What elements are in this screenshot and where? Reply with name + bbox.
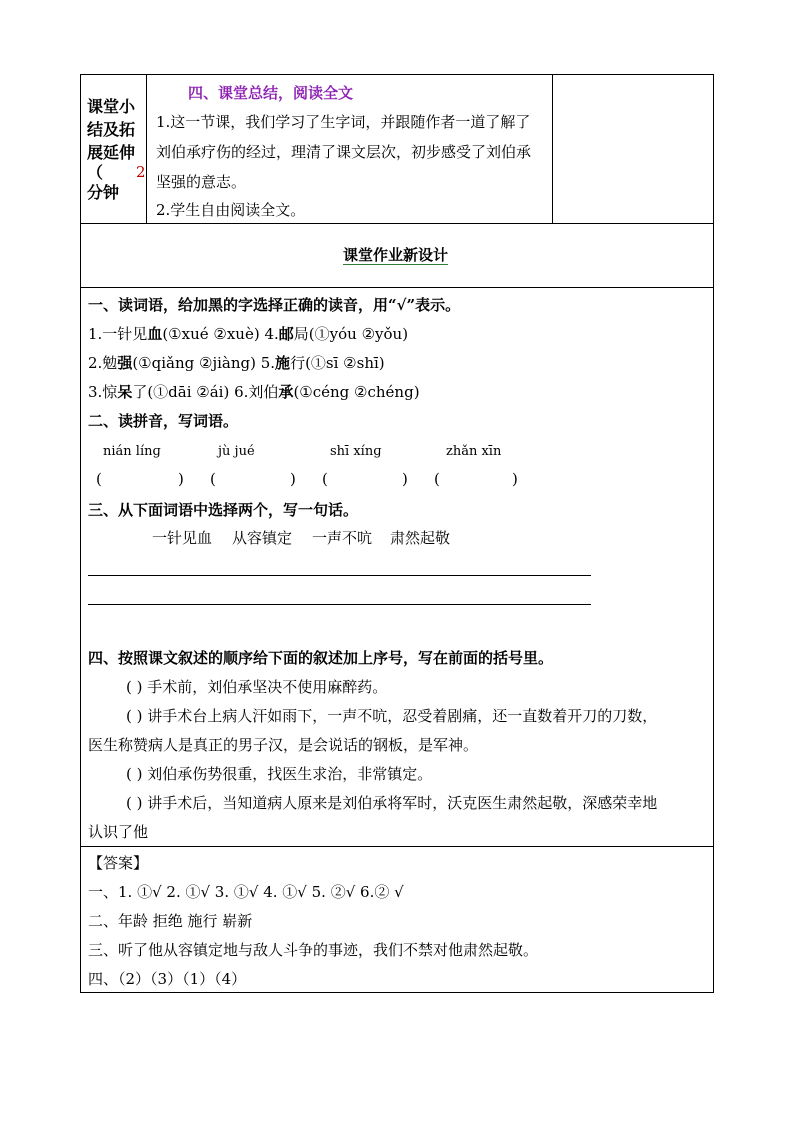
table-border-right — [713, 74, 714, 993]
pinyin-1: nián línɡ — [103, 444, 161, 459]
answer-line: 四、（2）（3）（1）（4） — [88, 970, 247, 988]
summary-heading: 四、课堂总结，阅读全文 — [188, 84, 354, 102]
answer-line: 三、听了他从容镇定地与敌人斗争的事迹，我们不禁对他肃然起敬。 — [88, 941, 539, 959]
q4-item: ( ) 讲手术后，当知道病人原来是刘伯承将军时，沃克医生肃然起敬，深感荣幸地 — [126, 794, 658, 812]
answer-bracket-close[interactable]: ) — [512, 470, 518, 488]
row-divider-3 — [80, 846, 714, 847]
word-choice: 从容镇定 — [232, 529, 293, 547]
pinyin-3: shī xínɡ — [330, 444, 382, 459]
q1-item: 1.一针见血(①xué ②xuè) 4.邮局(①yóu ②yǒu) — [88, 325, 409, 343]
label-line: 结及拓 — [87, 120, 136, 139]
writing-line[interactable] — [88, 575, 591, 576]
table-border-top — [80, 74, 714, 75]
q3-heading: 三、从下面词语中选择两个，写一句话。 — [88, 501, 359, 519]
label-line: （ — [87, 163, 104, 182]
row-divider-1 — [80, 223, 714, 224]
summary-paragraph-2: 2.学生自由阅读全文。 — [156, 201, 306, 219]
answer-bracket-close[interactable]: ) — [402, 470, 408, 488]
answer-line: 二、年龄 拒绝 施行 崭新 — [88, 912, 253, 930]
q4-item-continued: 医生称赞病人是真正的男子汉，是会说话的钢板，是军神。 — [88, 736, 479, 754]
answer-line: 一、1. ①√ 2. ①√ 3. ①√ 4. ①√ 5. ②√ 6.② √ — [88, 883, 404, 901]
q1-item: 3.惊呆了(①dāi ②ái) 6.刘伯承(①céng ②chéng) — [88, 383, 420, 401]
minutes-value: 2 — [136, 163, 146, 181]
q4-item: ( ) 讲手术台上病人汗如雨下，一声不吭，忍受着剧痛，还一直数着开刀的刀数， — [126, 707, 658, 725]
q4-heading: 四、按照课文叙述的顺序给下面的叙述加上序号，写在前面的括号里。 — [88, 649, 554, 667]
col-divider-1 — [146, 74, 147, 224]
table-border-bottom — [80, 992, 714, 993]
homework-title — [343, 245, 448, 265]
q4-item: ( ) 手术前，刘伯承坚决不使用麻醉药。 — [126, 678, 388, 696]
label-line: 课堂小 — [87, 97, 136, 116]
answer-bracket-open[interactable]: ( — [434, 470, 440, 488]
label-line: 展延伸 — [87, 143, 136, 162]
word-choice: 一针见血 — [152, 529, 213, 547]
answer-bracket-open[interactable]: ( — [210, 470, 216, 488]
writing-line[interactable] — [88, 604, 591, 605]
answer-bracket-close[interactable]: ) — [178, 470, 184, 488]
answer-bracket-open[interactable]: ( — [96, 470, 102, 488]
summary-paragraph-line: 坚强的意志。 — [156, 173, 247, 191]
summary-paragraph-line: 1.这一节课，我们学习了生字词，并跟随作者一道了解了 — [156, 113, 531, 131]
pinyin-2: jù jué — [218, 444, 255, 459]
label-line: 分钟 — [87, 183, 120, 202]
word-choice: 肃然起敬 — [390, 529, 451, 547]
q1-heading: 一、读词语，给加黑的字选择正确的读音，用“√”表示。 — [88, 296, 461, 314]
table-border-left — [80, 74, 81, 993]
answers-heading: 【答案】 — [88, 854, 149, 872]
q4-item-continued: 认识了他 — [88, 823, 149, 841]
answer-bracket-close[interactable]: ) — [290, 470, 296, 488]
q4-item: ( ) 刘伯承伤势很重，找医生求治，非常镇定。 — [126, 765, 433, 783]
summary-paragraph-line: 刘伯承疗伤的经过，理清了课文层次，初步感受了刘伯承 — [156, 143, 532, 161]
homework-title-text: 课堂作业新设计 — [343, 246, 449, 264]
word-choice: 一声不吭 — [312, 529, 373, 547]
q1-item: 2.勉强(①qiǎng ②jiàng) 5.施行(①sī ②shī) — [88, 354, 385, 372]
col-divider-2 — [552, 74, 553, 224]
pinyin-4: zhǎn xīn — [446, 444, 502, 459]
q2-heading: 二、读拼音，写词语。 — [88, 412, 239, 430]
answer-bracket-open[interactable]: ( — [322, 470, 328, 488]
row-divider-2 — [80, 287, 714, 288]
